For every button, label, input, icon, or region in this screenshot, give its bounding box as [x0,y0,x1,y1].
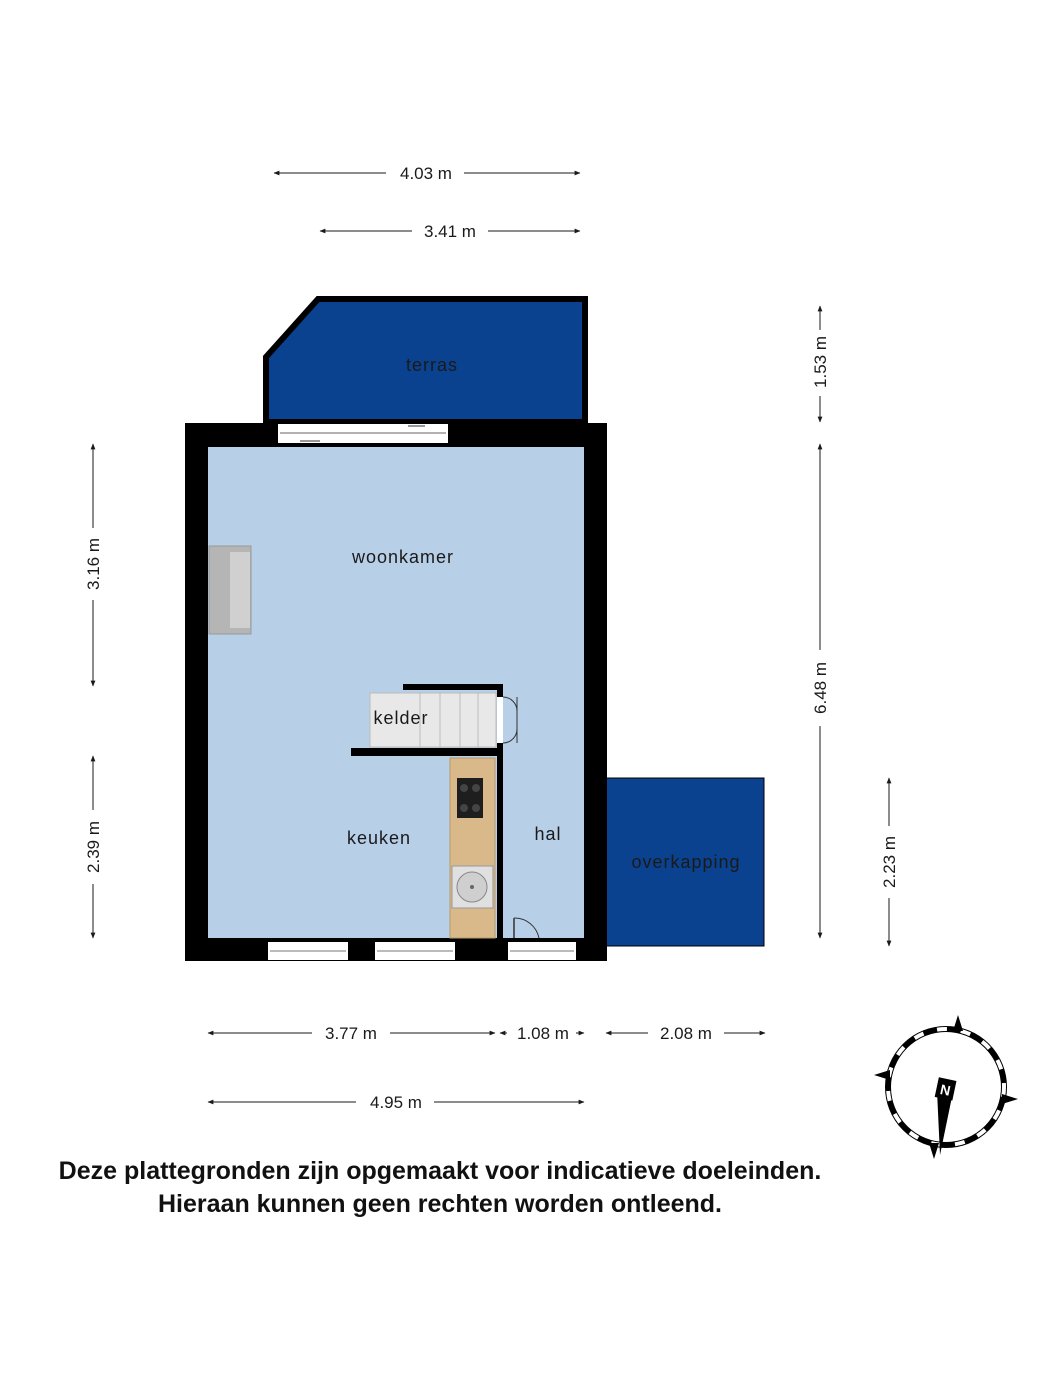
svg-text:4.03 m: 4.03 m [400,164,452,183]
compass-north-label: N [938,1081,952,1099]
svg-text:3.16 m: 3.16 m [84,538,103,590]
dimension-top-inner [320,222,580,241]
sliding-door-terras [278,424,448,443]
disclaimer-line-1: Deze plattegronden zijn opgemaakt voor indicatieve doeleinden. [58,1157,822,1185]
disclaimer-line-2: Hieraan kunnen geen rechten worden ontleend. [158,1190,722,1218]
room-label-woonkamer: woonkamer [351,547,455,567]
room-label-kelder: kelder [373,708,429,728]
compass-rose-icon [874,1015,1018,1159]
room-label-terras: terras [405,355,459,375]
kitchen-counter [450,758,495,938]
svg-text:1.53 m: 1.53 m [811,336,830,388]
dimension-right-overkapping [880,778,899,946]
svg-text:4.95 m: 4.95 m [370,1093,422,1112]
room-label-overkapping: overkapping [631,852,741,872]
dimension-bottom-hal [500,1024,584,1043]
dimension-right-total [811,444,830,938]
svg-text:6.48 m: 6.48 m [811,662,830,714]
dimension-right-terras [811,306,830,422]
dimension-bottom-total [208,1093,584,1112]
room-label-hal: hal [534,824,562,844]
svg-text:2.39 m: 2.39 m [84,821,103,873]
dimension-left-woonkamer [84,444,103,686]
svg-text:3.77 m: 3.77 m [325,1024,377,1043]
svg-text:2.08 m: 2.08 m [660,1024,712,1043]
room-label-keuken: keuken [346,828,412,848]
bottom-windows [268,942,576,960]
dimension-top-outer [274,164,580,183]
dimension-left-keuken [84,756,103,938]
svg-text:3.41 m: 3.41 m [424,222,476,241]
cooktop-icon [457,778,483,818]
dimension-bottom-overkapping [606,1024,765,1043]
svg-text:2.23 m: 2.23 m [880,836,899,888]
dimension-bottom-keuken [208,1024,495,1043]
svg-text:1.08 m: 1.08 m [517,1024,569,1043]
